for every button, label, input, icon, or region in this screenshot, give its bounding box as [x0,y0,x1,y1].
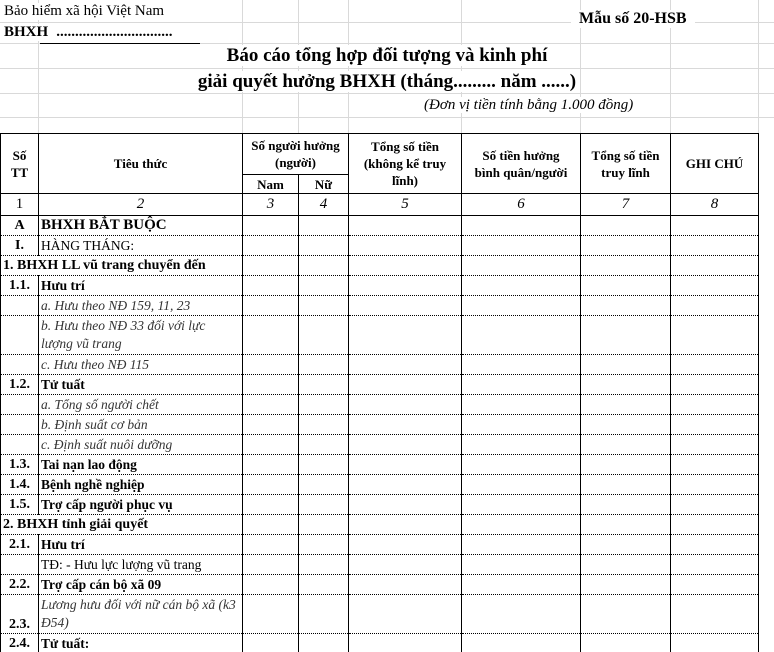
row-label: b. Định suất cơ bản [39,415,243,435]
cell-total-excl[interactable] [349,375,462,395]
cell-male[interactable] [243,515,299,535]
table-row [1,634,759,652]
cell-notes[interactable] [671,276,759,296]
cell-avg[interactable] [462,575,581,595]
cell-arrears[interactable] [581,435,671,455]
report-title-line2: giải quyết hưởng BHXH (tháng......... năm ......) [0,71,774,93]
cell-arrears[interactable] [581,236,671,256]
row-stt: I. [1,236,39,256]
cell-arrears[interactable] [581,415,671,435]
col-header-male: Nam [243,175,299,194]
row-stt [1,296,39,316]
row-label: Tai nạn lao động [39,455,243,475]
cell-male[interactable] [243,236,299,256]
cell-female[interactable] [299,256,349,276]
row-stt [1,316,39,355]
gridline [0,93,774,94]
row-stt [1,435,39,455]
cell-notes[interactable] [671,256,759,276]
cell-total-excl[interactable] [349,395,462,415]
cell-male[interactable] [243,575,299,595]
row-label: Tử tuất [39,375,243,395]
table-row [1,296,759,316]
cell-notes[interactable] [671,355,759,375]
cell-female[interactable] [299,634,349,652]
cell-male[interactable] [243,216,299,236]
underline-divider [40,43,200,44]
col-header-avg: Số tiền hưởng bình quân/người [462,134,581,194]
cell-female[interactable] [299,375,349,395]
cell-arrears[interactable] [581,395,671,415]
cell-female[interactable] [299,276,349,296]
row-stt: 2.2. [1,575,39,595]
col-header-stt: Số TT [1,134,39,194]
table-row [1,415,759,435]
cell-notes[interactable] [671,435,759,455]
row-stt [1,395,39,415]
cell-male[interactable] [243,535,299,555]
row-stt: A [1,216,39,236]
cell-notes[interactable] [671,575,759,595]
table-row [1,555,759,575]
row-stt: 2.4. [1,634,39,652]
cell-male[interactable] [243,455,299,475]
row-label: Hưu trí [39,276,243,296]
cell-female[interactable] [299,415,349,435]
cell-notes[interactable] [671,455,759,475]
row-label: BHXH BẮT BUỘC [39,216,243,236]
cell-male[interactable] [243,375,299,395]
cell-notes[interactable] [671,415,759,435]
row-label: c. Hưu theo NĐ 115 [39,355,243,375]
col-header-arrears: Tổng số tiền truy lĩnh [581,134,671,194]
gridline [0,68,774,69]
cell-total-excl[interactable] [349,515,462,535]
cell-female[interactable] [299,495,349,515]
table-row [1,256,759,276]
cell-total-excl[interactable] [349,216,462,236]
cell-total-excl[interactable] [349,575,462,595]
cell-avg[interactable] [462,435,581,455]
cell-male[interactable] [243,355,299,375]
cell-total-excl[interactable] [349,296,462,316]
row-label: Lương hưu đối với nữ cán bộ xã (k3 Đ54) [39,595,243,634]
cell-total-excl[interactable] [349,316,462,355]
cell-female[interactable] [299,216,349,236]
cell-total-excl[interactable] [349,276,462,296]
cell-notes[interactable] [671,296,759,316]
cell-total-excl[interactable] [349,455,462,475]
cell-notes[interactable] [671,495,759,515]
cell-notes[interactable] [671,515,759,535]
cell-arrears[interactable] [581,375,671,395]
row-label: Trợ cấp cán bộ xã 09 [39,575,243,595]
cell-arrears[interactable] [581,495,671,515]
cell-avg[interactable] [462,316,581,355]
col-header-criteria: Tiêu thức [39,134,243,194]
cell-female[interactable] [299,395,349,415]
cell-total-excl[interactable] [349,595,462,634]
table-row [1,236,759,256]
cell-male[interactable] [243,276,299,296]
cell-avg[interactable] [462,495,581,515]
cell-arrears[interactable] [581,296,671,316]
cell-male[interactable] [243,495,299,515]
cell-notes[interactable] [671,236,759,256]
cell-male[interactable] [243,296,299,316]
cell-female[interactable] [299,575,349,595]
org-unit-label: BHXH [4,24,49,40]
row-label: Trợ cấp người phục vụ [39,495,243,515]
table-row [1,455,759,475]
row-stt: 1.2. [1,375,39,395]
cell-notes[interactable] [671,375,759,395]
row-stt [1,415,39,435]
cell-avg[interactable] [462,415,581,435]
cell-male[interactable] [243,316,299,355]
cell-avg[interactable] [462,355,581,375]
cell-total-excl[interactable] [349,236,462,256]
table-row [1,575,759,595]
table-row [1,316,759,355]
cell-arrears[interactable] [581,575,671,595]
table-row [1,395,759,415]
section-label: 2. BHXH tỉnh giải quyết [1,515,243,535]
cell-avg[interactable] [462,395,581,415]
table-row [1,276,759,296]
cell-female[interactable] [299,555,349,575]
table-row [1,375,759,395]
cell-arrears[interactable] [581,475,671,495]
row-stt: 1.4. [1,475,39,495]
cell-total-excl[interactable] [349,535,462,555]
cell-avg[interactable] [462,296,581,316]
cell-total-excl[interactable] [349,435,462,455]
row-label: HÀNG THÁNG: [39,236,243,256]
cell-avg[interactable] [462,375,581,395]
cell-male[interactable] [243,555,299,575]
section-label: 1. BHXH LL vũ trang chuyển đến [1,256,243,276]
cell-avg[interactable] [462,535,581,555]
cell-notes[interactable] [671,555,759,575]
cell-notes[interactable] [671,395,759,415]
row-label: a. Tổng số người chết [39,395,243,415]
cell-total-excl[interactable] [349,634,462,652]
cell-female[interactable] [299,355,349,375]
cell-female[interactable] [299,455,349,475]
report-title-line1: Báo cáo tổng hợp đối tượng và kinh phí [0,45,774,67]
cell-male[interactable] [243,634,299,652]
cell-female[interactable] [299,236,349,256]
table-row [1,495,759,515]
cell-total-excl[interactable] [349,555,462,575]
col-header-female: Nữ [299,175,349,194]
row-stt: 2.3. [1,595,39,634]
cell-female[interactable] [299,515,349,535]
cell-male[interactable] [243,256,299,276]
col-header-notes: GHI CHÚ [671,134,759,194]
table-row [1,595,759,634]
cell-arrears[interactable] [581,316,671,355]
table-row [1,355,759,375]
cell-female[interactable] [299,535,349,555]
table-row [1,535,759,555]
cell-notes[interactable] [671,316,759,355]
row-stt: 1.3. [1,455,39,475]
cell-avg[interactable] [462,276,581,296]
cell-notes[interactable] [671,535,759,555]
cell-male[interactable] [243,475,299,495]
cell-notes[interactable] [671,595,759,634]
cell-notes[interactable] [671,634,759,652]
cell-avg[interactable] [462,216,581,236]
row-label: Hưu trí [39,535,243,555]
gridline [0,117,774,118]
table-row [1,515,759,535]
row-label: Bệnh nghề nghiệp [39,475,243,495]
cell-male[interactable] [243,415,299,435]
column-index-row: 1 2 3 4 5 6 7 8 [1,194,759,216]
cell-avg[interactable] [462,475,581,495]
report-table [0,133,759,652]
cell-arrears[interactable] [581,355,671,375]
org-unit [4,24,174,41]
row-stt [1,355,39,375]
cell-female[interactable] [299,296,349,316]
cell-arrears[interactable] [581,595,671,634]
cell-male[interactable] [243,435,299,455]
cell-arrears[interactable] [581,216,671,236]
cell-notes[interactable] [671,475,759,495]
cell-total-excl[interactable] [349,256,462,276]
cell-female[interactable] [299,316,349,355]
cell-arrears[interactable] [581,555,671,575]
unit-note: (Đơn vị tiền tính bằng 1.000 đồng) [420,97,637,114]
cell-female[interactable] [299,435,349,455]
cell-male[interactable] [243,595,299,634]
row-label: Tử tuất: [39,634,243,652]
cell-avg[interactable] [462,455,581,475]
cell-avg[interactable] [462,595,581,634]
cell-avg[interactable] [462,555,581,575]
cell-total-excl[interactable] [349,415,462,435]
row-stt: 2.1. [1,535,39,555]
col-header-total-excl: Tổng số tiền (không kể truy lĩnh) [349,134,462,194]
cell-avg[interactable] [462,236,581,256]
org-name: Bảo hiểm xã hội Việt Nam [4,3,168,20]
form-code: Mẫu số 20-HSB [571,10,695,28]
org-unit-blank[interactable]: ............................... [56,24,173,40]
cell-total-excl[interactable] [349,475,462,495]
cell-avg[interactable] [462,634,581,652]
cell-male[interactable] [243,395,299,415]
cell-avg[interactable] [462,515,581,535]
table-row [1,475,759,495]
row-stt: 1.1. [1,276,39,296]
cell-arrears[interactable] [581,515,671,535]
row-label: b. Hưu theo NĐ 33 đối với lực lượng vũ trang [39,316,243,355]
cell-notes[interactable] [671,216,759,236]
row-stt: 1.5. [1,495,39,515]
row-label: c. Định suất nuôi dưỡng [39,435,243,455]
table-row [1,435,759,455]
row-label: TĐ: - Hưu lực lượng vũ trang [39,555,243,575]
cell-arrears[interactable] [581,256,671,276]
cell-arrears[interactable] [581,634,671,652]
cell-avg[interactable] [462,256,581,276]
row-stt [1,555,39,575]
cell-arrears[interactable] [581,535,671,555]
table-row [1,216,759,236]
cell-total-excl[interactable] [349,495,462,515]
row-label: a. Hưu theo NĐ 159, 11, 23 [39,296,243,316]
cell-arrears[interactable] [581,455,671,475]
cell-female[interactable] [299,595,349,634]
col-header-recipients: Số người hưởng (người) [243,134,349,175]
cell-female[interactable] [299,475,349,495]
cell-arrears[interactable] [581,276,671,296]
cell-total-excl[interactable] [349,355,462,375]
